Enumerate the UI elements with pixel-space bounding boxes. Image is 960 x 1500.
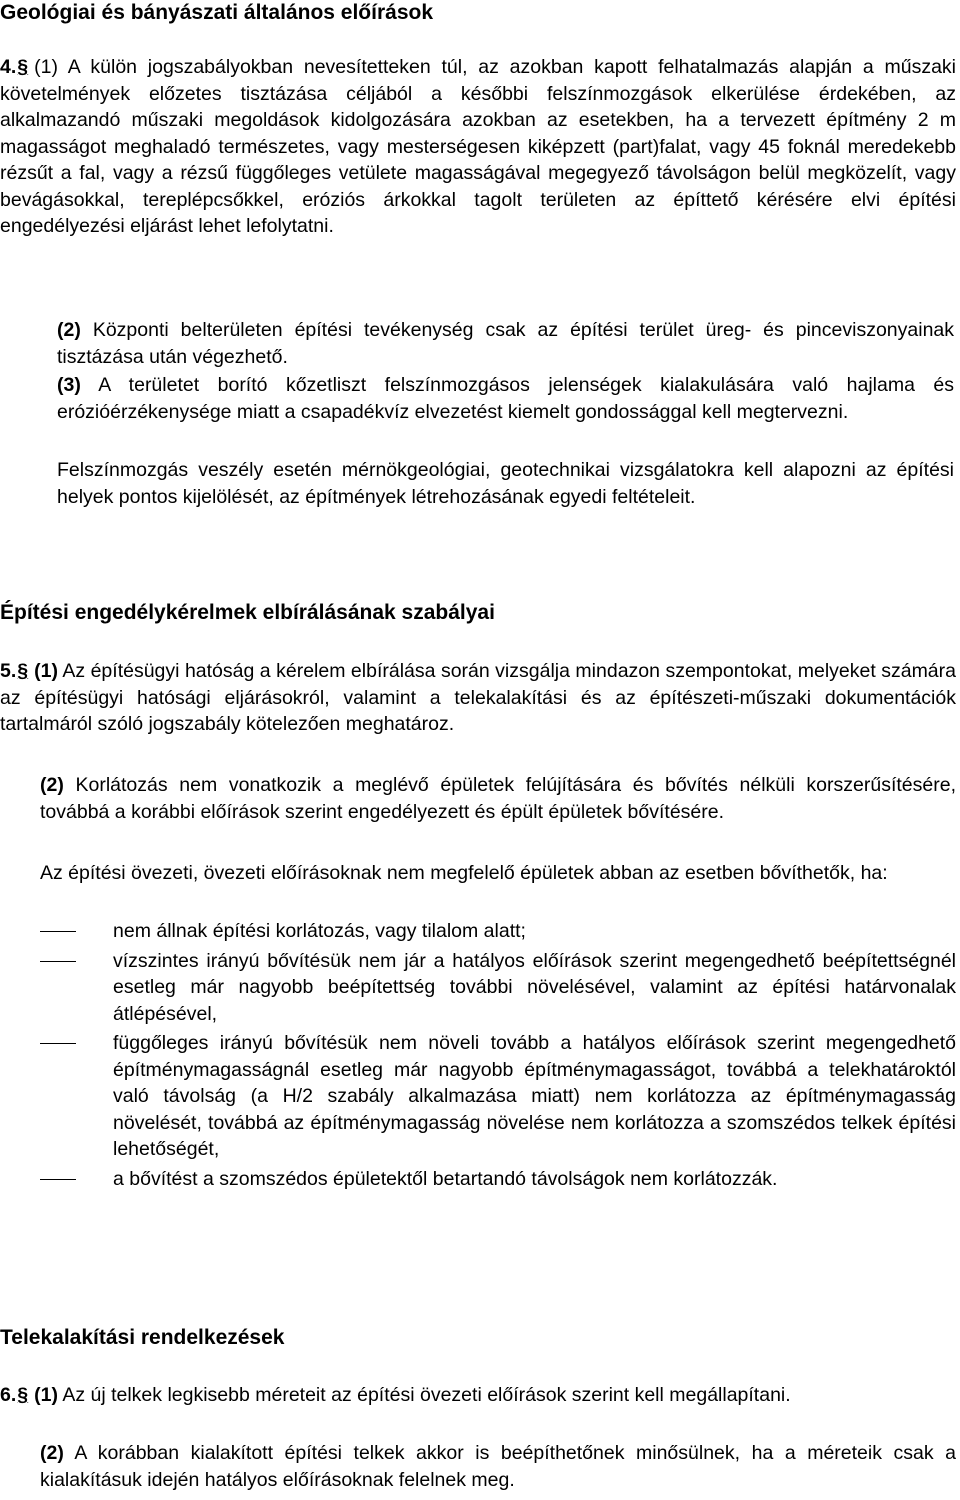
paragraph-label: (1) (34, 1384, 58, 1406)
section-heading-geology: Geológiai és bányászati általános előírások (0, 1, 434, 24)
paragraph-text: A külön jogszabályokban nevesítetteken túl, az azokban kapott felhatalmazás alapján a műszaki követelmények előzetes tisztázása céljából a későbbi felszínmozgások elkerülése érdekében, az alkalmazandó műszaki megoldások kidolgozására azokban az esetekben, ha a tervezett építmény 2 m magasságot meghaladó természetes, vagy mesterségesen kiképzett (part)falat, vagy 45 foknál meredekebb rézsűt a fal, vagy a rézsű függőleges vetülete magasságával megegyező távolságon belül megközelít, vagy bevágásokkal, tereplépcsőkkel, eróziós árkokkal tagolt területen az építtető kérésére elvi építési engedélyezési eljárást lehet lefolytatni. (0, 56, 957, 237)
paragraph-5-2 (40, 772, 956, 825)
dash-bullet-icon (40, 931, 76, 932)
list-item-text: függőleges irányú bővítésük nem növeli tovább a hatályos előírások szerint megengedhető építménymagasságnál esetleg már nagyobb építménymagasságot, továbbá a telekhatároktól való távolság (a H/2 szabály alkalmazása miatt) nem korlátozza az építménymagasság növelését, továbbá az építménymagasság növelése nem korlátozza a szomszédos telkek építési lehetőségét, (113, 1032, 956, 1160)
dash-bullet-icon (40, 961, 76, 962)
section-number: 4. (0, 56, 17, 78)
paragraph-text: Központi belterületen építési tevékenység csak az építési terület üreg- és pinceviszonyainak tisztázása után végezhető. (57, 319, 955, 368)
list-item-text: nem állnak építési korlátozás, vagy tilalom alatt; (113, 920, 526, 942)
paragraph-text: A korábban kialakított építési telkek akkor is beépíthetőnek minősülnek, ha a méreteik csak a kialakításuk idején hatályos előírásoknak felelnek meg. (40, 1442, 957, 1491)
paragraph-label: (1) (34, 660, 58, 682)
paragraph-label: (2) (40, 774, 64, 796)
list-item-text: a bővítést a szomszédos épületektől betartandó távolságok nem korlátozzák. (113, 1167, 778, 1190)
paragraph-4-3 (57, 372, 954, 425)
paragraph-label: (1) (34, 56, 58, 78)
paragraph-6-1 (0, 1382, 956, 1409)
paragraph-label: (2) (57, 319, 81, 341)
paragraph-4-note (57, 457, 954, 510)
section-number: 5. (0, 660, 17, 682)
section-heading-parcels: Telekalakítási rendelkezések (0, 1326, 285, 1349)
list-item-text: vízszintes irányú bővítésük nem jár a hatályos előírások szerint megengedhető beépítettségnél esetleg már nagyobb beépítettség további növelésével, valamint az építési határvonalak átlépésével, (113, 949, 956, 1025)
paragraph-text: Korlátozás nem vonatkozik a meglévő épületek felújítására és bővítés nélküli korszerűsítésére, továbbá a korábbi előírások szerint engedélyezett és épült épületek bővítésére. (40, 774, 956, 823)
paragraph-text: Az új telkek legkisebb méreteit az építési övezeti előírások szerint kell megállapítani. (62, 1384, 791, 1406)
section-number: 6. (0, 1384, 17, 1406)
list-item (40, 1030, 956, 1163)
section-heading-permits: Építési engedélykérelmek elbírálásának szabályai (0, 601, 495, 624)
section-sign: § (17, 660, 29, 682)
paragraph-text: Az építési övezeti, övezeti előírásoknak nem megfelelő épületek abban az esetben bővíthetők, ha: (40, 862, 888, 884)
list-item (40, 948, 956, 1028)
section-sign: § (17, 56, 29, 78)
paragraph-4-2 (57, 317, 954, 370)
paragraph-5-conditions (40, 860, 956, 887)
paragraph-5-1 (0, 658, 956, 738)
paragraph-text: A területet borító kőzetliszt felszínmozgásos jelenségek kialakulására való hajlama és erózióérzékenysége miatt a csapadékvíz elvezetést kiemelt gondossággal kell megtervezni. (57, 374, 955, 423)
paragraph-label: (2) (40, 1442, 64, 1464)
conditions-list (40, 918, 956, 1195)
dash-bullet-icon (40, 1179, 76, 1180)
list-item (40, 1166, 956, 1193)
dash-bullet-icon (40, 1043, 76, 1044)
paragraph-text: Az építésügyi hatóság a kérelem elbírálása során vizsgálja mindazon szempontokat, melyeket számára az építésügyi hatósági eljárásokról, valamint a telekalakítási és az építészeti-műszaki dokumentációk tartalmáról szóló jogszabály kötelezően meghatároz. (0, 660, 956, 735)
paragraph-text: Felszínmozgás veszély esetén mérnökgeológiai, geotechnikai vizsgálatokra kell alapozni az építési helyek pontos kijelölését, az építmények létrehozásának egyedi feltételeit. (57, 459, 954, 508)
section-sign: § (17, 1384, 29, 1406)
list-item (40, 918, 956, 945)
paragraph-6-2 (40, 1440, 956, 1493)
paragraph-label: (3) (57, 374, 81, 396)
paragraph-4-1 (0, 54, 956, 240)
